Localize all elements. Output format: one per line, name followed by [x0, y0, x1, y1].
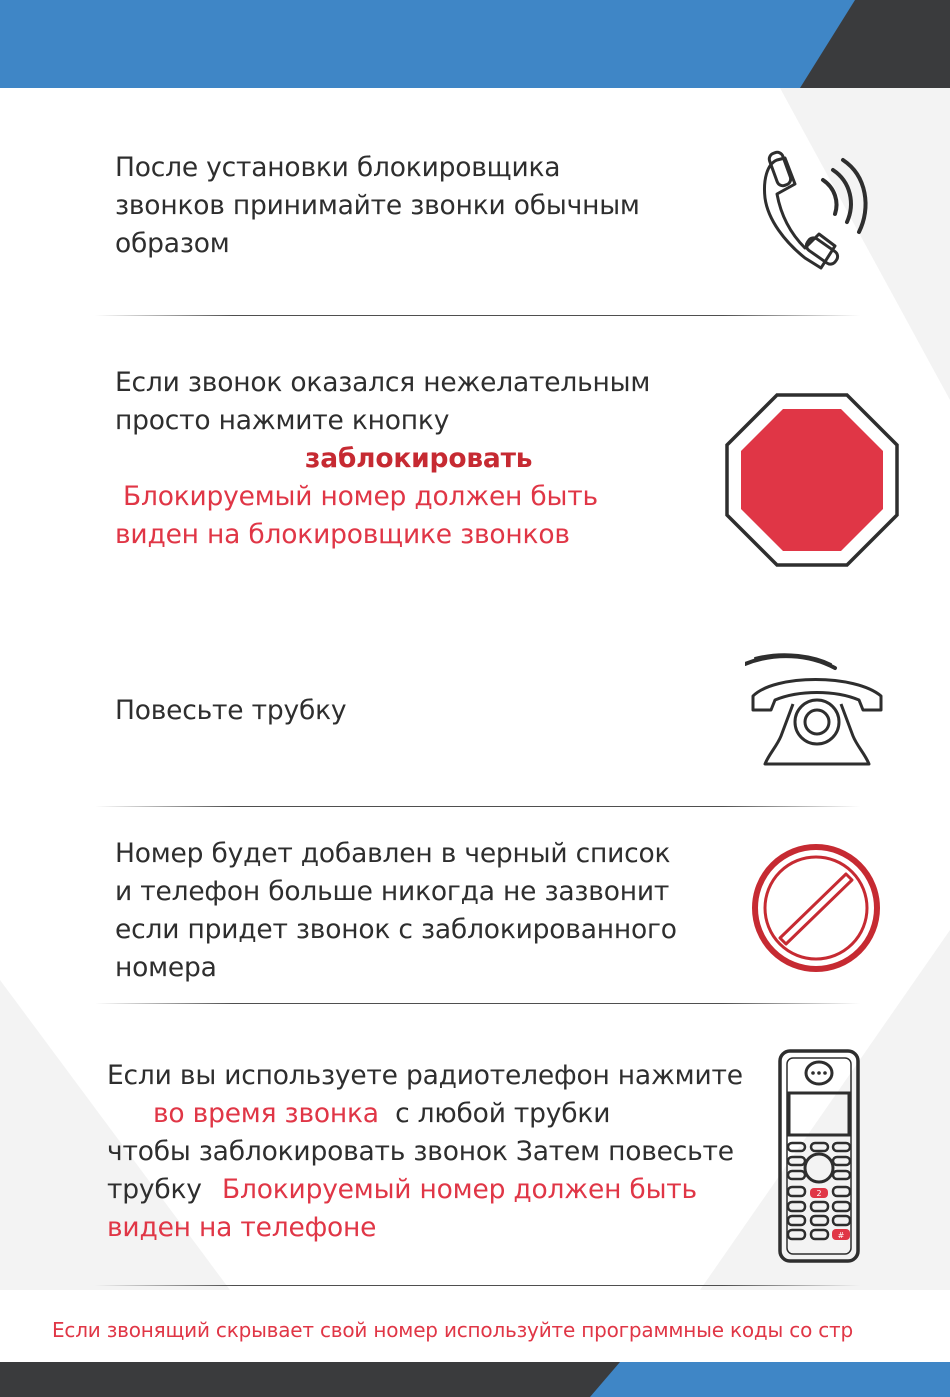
divider: [95, 1285, 860, 1286]
step-1-text: [115, 149, 640, 263]
step-2-note: виден на блокировщике звонков: [115, 519, 570, 550]
step-5-note: Блокируемый номер должен быть: [222, 1174, 697, 1205]
ringing-handset-icon: [755, 150, 875, 275]
no-entry-icon: [750, 842, 882, 974]
divider: [95, 806, 860, 807]
step-5-note: виден на телефоне: [107, 1212, 377, 1243]
step-2-line: просто нажмите кнопку: [115, 405, 450, 436]
block-button-word: заблокировать: [305, 443, 533, 474]
step-5-line-start: трубку: [107, 1174, 202, 1205]
step-5-line: [107, 1171, 743, 1209]
key-2-label: 2: [816, 1189, 822, 1198]
step-5-line: чтобы заблокировать звонок Затем повесьте: [107, 1136, 734, 1167]
key-hash-label: #: [837, 1231, 845, 1240]
during-call-phrase: во время звонка: [153, 1098, 379, 1129]
step-5-line: Если вы используете радиотелефон нажмите: [107, 1060, 743, 1091]
step-4-line: и телефон больше никогда не зазвонит: [115, 876, 670, 907]
footer-note: Если звонящий скрывает свой номер используйте программные коды со стр: [51, 1318, 854, 1342]
step-3-text: Повесьте трубку: [115, 695, 347, 726]
header-blue-band: [0, 0, 950, 88]
step-5-text: [107, 1057, 743, 1247]
step-4-text: [115, 835, 677, 987]
step-2-text: [115, 364, 650, 554]
step-2-line: Если звонок оказался нежелательным: [115, 367, 651, 398]
cordless-phone-icon: [777, 1049, 861, 1265]
step-4-line: если придет звонок с заблокированного: [115, 914, 677, 945]
step-1-line: После установки блокировщика: [115, 152, 561, 183]
step-5-line-rest: с любой трубки: [395, 1098, 611, 1129]
step-1-line: образом: [115, 228, 230, 259]
rotary-phone-icon: [745, 650, 890, 768]
divider: [95, 1003, 860, 1004]
step-5-line: [107, 1095, 743, 1133]
stop-sign-icon: [725, 393, 899, 567]
step-4-line: Номер будет добавлен в черный список: [115, 838, 671, 869]
footer-blue-corner: [590, 1362, 950, 1397]
step-1-line: звонков принимайте звонки обычным: [115, 190, 640, 221]
step-4-line: номера: [115, 952, 217, 983]
divider: [95, 315, 860, 316]
step-2-note: Блокируемый номер должен быть: [123, 481, 598, 512]
